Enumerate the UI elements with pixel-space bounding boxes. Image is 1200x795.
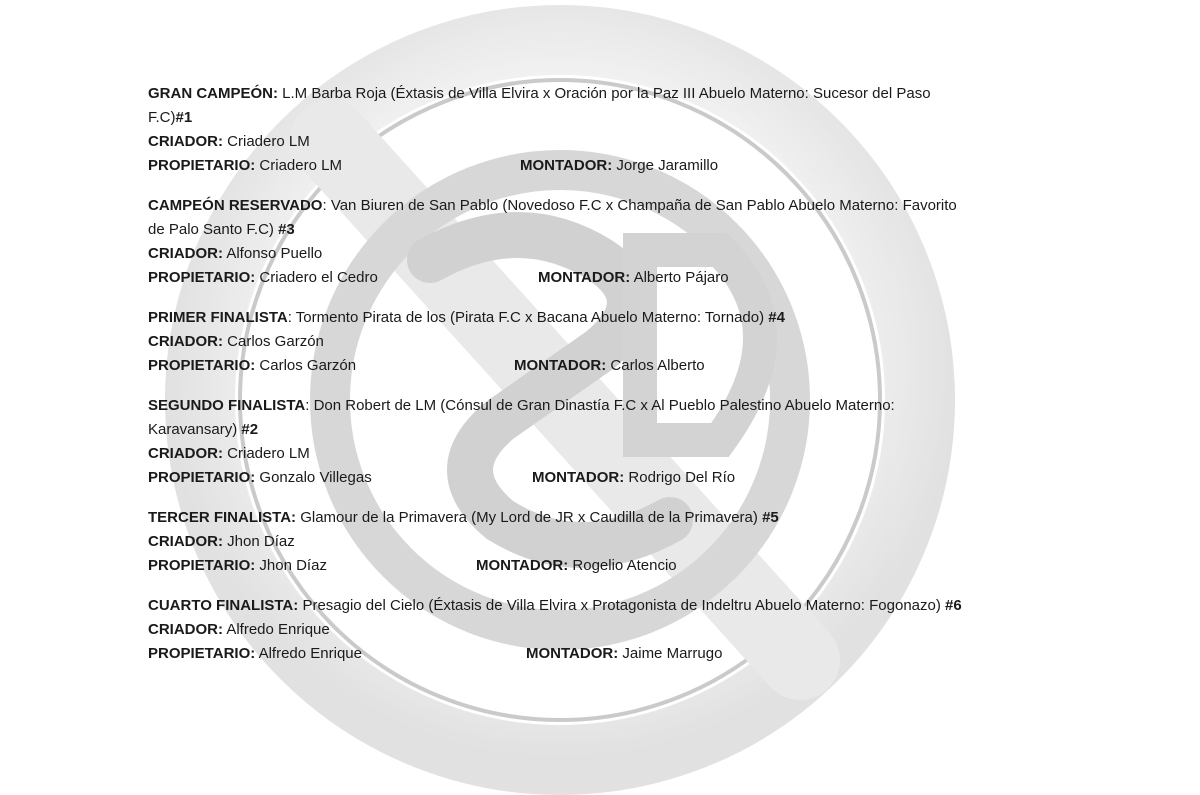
result-entry	[148, 306, 968, 378]
owner-label: PROPIETARIO:	[148, 157, 256, 174]
entry-number: #5	[762, 509, 779, 526]
results-list	[148, 82, 968, 682]
rider-value: Rogelio Atencio	[572, 557, 677, 574]
breeder-value: Criadero LM	[227, 445, 310, 462]
breeder-line	[148, 618, 968, 642]
breeder-value: Alfredo Enrique	[226, 621, 330, 638]
horse-name: : Van Biuren de San Pablo (Novedoso F.C x Champaña de San Pablo Abuelo Materno: Favorito de Palo Santo F.C)	[148, 197, 957, 238]
owner-label: PROPIETARIO:	[148, 645, 256, 662]
entry-title	[148, 506, 968, 530]
owner-value: Gonzalo Villegas	[259, 469, 372, 486]
breeder-value: Alfonso Puello	[226, 245, 323, 262]
owner-line	[148, 554, 968, 578]
result-entry	[148, 394, 968, 490]
entry-title-label: PRIMER FINALISTA	[148, 309, 288, 326]
rider-label: MONTADOR:	[538, 269, 631, 286]
owner-value: Alfredo Enrique	[258, 645, 362, 662]
entry-title-label: SEGUNDO FINALISTA	[148, 397, 306, 414]
result-entry	[148, 594, 968, 666]
entry-title	[148, 594, 968, 618]
horse-name: Presagio del Cielo (Éxtasis de Villa Elvira x Protagonista de Indeltru Abuelo Materno: Fogonazo)	[302, 597, 941, 614]
owner-value: Carlos Garzón	[259, 357, 357, 374]
rider-label: MONTADOR:	[476, 557, 569, 574]
rider-group	[476, 554, 677, 578]
owner-line	[148, 642, 968, 666]
breeder-value: Jhon Díaz	[227, 533, 295, 550]
entry-number: #4	[768, 309, 785, 326]
rider-label: MONTADOR:	[532, 469, 625, 486]
entry-title-label: GRAN CAMPEÓN:	[148, 85, 278, 102]
owner-line	[148, 154, 968, 178]
owner-value: Criadero el Cedro	[259, 269, 378, 286]
horse-name: Glamour de la Primavera (My Lord de JR x Caudilla de la Primavera)	[300, 509, 758, 526]
result-entry	[148, 194, 968, 290]
owner-line	[148, 354, 968, 378]
breeder-line	[148, 242, 968, 266]
entry-title-label: TERCER FINALISTA:	[148, 509, 297, 526]
entry-number: #2	[241, 421, 259, 438]
rider-group	[526, 642, 722, 666]
breeder-label: CRIADOR:	[148, 133, 223, 150]
rider-label: MONTADOR:	[520, 157, 613, 174]
breeder-value: Criadero LM	[227, 133, 310, 150]
owner-label: PROPIETARIO:	[148, 557, 256, 574]
rider-value: Jorge Jaramillo	[616, 157, 719, 174]
horse-name: : Tormento Pirata de los (Pirata F.C x Bacana Abuelo Materno: Tornado)	[287, 309, 765, 326]
entry-title	[148, 306, 968, 330]
breeder-line	[148, 442, 968, 466]
owner-line	[148, 466, 968, 490]
result-entry	[148, 82, 968, 178]
breeder-line	[148, 130, 968, 154]
entry-number: #6	[945, 597, 962, 614]
rider-group	[520, 154, 718, 178]
owner-value: Jhon Díaz	[259, 557, 327, 574]
rider-label: MONTADOR:	[514, 357, 607, 374]
owner-value: Criadero LM	[259, 157, 342, 174]
horse-name: : Don Robert de LM (Cónsul de Gran Dinastía F.C x Al Pueblo Palestino Abuelo Materno: Karavansary)	[148, 397, 895, 438]
entry-title	[148, 82, 968, 130]
entry-title-label: CUARTO FINALISTA:	[148, 597, 299, 614]
rider-label: MONTADOR:	[526, 645, 619, 662]
breeder-label: CRIADOR:	[148, 333, 223, 350]
entry-number: #1	[175, 109, 193, 126]
owner-label: PROPIETARIO:	[148, 269, 256, 286]
rider-value: Carlos Alberto	[610, 357, 705, 374]
owner-line	[148, 266, 968, 290]
rider-group	[538, 266, 729, 290]
rider-value: Alberto Pájaro	[633, 269, 729, 286]
entry-number: #3	[278, 221, 295, 238]
entry-title-label: CAMPEÓN RESERVADO	[148, 197, 323, 214]
breeder-value: Carlos Garzón	[227, 333, 324, 350]
breeder-line	[148, 530, 968, 554]
entry-title	[148, 394, 968, 442]
owner-label: PROPIETARIO:	[148, 357, 256, 374]
owner-label: PROPIETARIO:	[148, 469, 256, 486]
result-entry	[148, 506, 968, 578]
horse-name: L.M Barba Roja (Éxtasis de Villa Elvira x Oración por la Paz III Abuelo Materno: Sucesor del Paso F.C)	[148, 85, 931, 126]
rider-group	[514, 354, 705, 378]
entry-title	[148, 194, 968, 242]
breeder-label: CRIADOR:	[148, 445, 223, 462]
rider-value: Rodrigo Del Río	[628, 469, 736, 486]
breeder-label: CRIADOR:	[148, 621, 223, 638]
breeder-label: CRIADOR:	[148, 245, 223, 262]
breeder-line	[148, 330, 968, 354]
rider-group	[532, 466, 735, 490]
breeder-label: CRIADOR:	[148, 533, 223, 550]
rider-value: Jaime Marrugo	[622, 645, 723, 662]
